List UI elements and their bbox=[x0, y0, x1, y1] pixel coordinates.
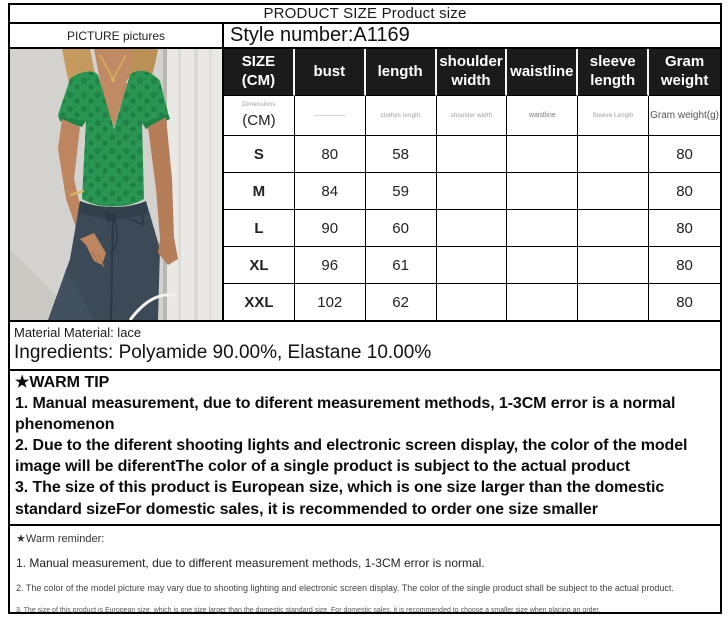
table-cell-waistline bbox=[507, 173, 578, 210]
table-row-size: M bbox=[224, 173, 295, 210]
table-row-size: L bbox=[224, 210, 295, 247]
table-cell-shoulder bbox=[437, 247, 508, 284]
table-cell-length: 61 bbox=[366, 247, 437, 284]
table-cell-shoulder bbox=[437, 210, 508, 247]
ingredients-label: Ingredients: Polyamide 90.00%, Elastane 10.00% bbox=[14, 342, 432, 364]
table-cell-bust: 80 bbox=[295, 136, 366, 173]
table-cell-shoulder bbox=[437, 136, 508, 173]
warm-reminder-item: 1. Manual measurement, due to different measurement methods, 1-3CM error is normal. bbox=[16, 555, 485, 570]
size-table-subheader bbox=[295, 96, 366, 136]
table-cell-sleeve bbox=[578, 247, 649, 284]
table-cell-weight: 80 bbox=[649, 173, 720, 210]
size-table-header: shoulder width bbox=[437, 49, 508, 96]
table-cell-waistline bbox=[507, 210, 578, 247]
subheader-label: Gram weight(g) bbox=[650, 110, 720, 121]
table-row-size: S bbox=[224, 136, 295, 173]
warm-reminder-section bbox=[10, 526, 720, 618]
warm-tip-section bbox=[10, 371, 720, 526]
table-cell-sleeve bbox=[578, 173, 649, 210]
size-table-header: length bbox=[366, 49, 437, 96]
style-number: Style number:A1169 bbox=[230, 24, 410, 46]
table-row-size: XL bbox=[224, 247, 295, 284]
warm-reminder-item: 3. The size of this product is European size, which is one size larger than the domestic standard size. For domestic sales, it is recommended to choose a smaller size when placing an order. bbox=[16, 606, 601, 614]
table-cell-sleeve bbox=[578, 210, 649, 247]
warm-tip-item: 3. The size of this product is European size, which is one size larger than the domestic standard sizeFor domestic sales, it is recommended to order one size smaller bbox=[15, 479, 665, 518]
table-cell-sleeve bbox=[578, 284, 649, 320]
size-table-header: Gram weight bbox=[649, 49, 720, 96]
table-cell-shoulder bbox=[437, 284, 508, 320]
warm-tip-item: 1. Manual measurement, due to diferent measurement methods, 1-3CM error is a normal phenomenon bbox=[15, 394, 676, 434]
subheader-label: ————— bbox=[314, 112, 346, 119]
size-table-subheader bbox=[437, 96, 508, 136]
size-table-subheader bbox=[507, 96, 578, 136]
warm-reminder-item: 2. The color of the model picture may vary due to shooting lighting and electronic screen display. The color of the single product shall be subject to the actual product. bbox=[16, 582, 674, 593]
warm-tip-item: 2. Due to the diferent shooting lights and electronic screen display, the color of the model image will be diferentThe color of a single product is subject to the actual product bbox=[15, 437, 688, 476]
header-row bbox=[10, 24, 720, 49]
size-table-subheader bbox=[578, 96, 649, 136]
table-cell-bust: 84 bbox=[295, 173, 366, 210]
subheader-label: Sleeve Length bbox=[592, 112, 634, 119]
product-photo-illustration bbox=[10, 49, 222, 320]
material-section bbox=[10, 322, 720, 371]
product-photo bbox=[10, 49, 224, 320]
document-frame bbox=[8, 3, 722, 614]
subheader-label: waistline bbox=[528, 112, 556, 119]
table-cell-shoulder bbox=[437, 173, 508, 210]
table-cell-weight: 80 bbox=[649, 210, 720, 247]
picture-column-header: PICTURE pictures bbox=[10, 24, 224, 47]
table-cell-waistline bbox=[507, 284, 578, 320]
table-cell-length: 58 bbox=[366, 136, 437, 173]
table-cell-bust: 96 bbox=[295, 247, 366, 284]
table-cell-waistline bbox=[507, 247, 578, 284]
size-table-subheader bbox=[366, 96, 437, 136]
table-cell-length: 62 bbox=[366, 284, 437, 320]
size-table-header: waistline bbox=[507, 49, 578, 96]
table-cell-waistline bbox=[507, 136, 578, 173]
table-row-size: XXL bbox=[224, 284, 295, 320]
size-table-header: SIZE (CM) bbox=[224, 49, 295, 96]
table-cell-bust: 90 bbox=[295, 210, 366, 247]
subheader-label: clothes length bbox=[380, 112, 421, 119]
subheader-dimensions: Dimensions bbox=[242, 102, 276, 108]
material-label: Material Material: lace bbox=[14, 325, 142, 340]
table-cell-weight: 80 bbox=[676, 293, 693, 311]
size-table-subheader bbox=[224, 96, 295, 136]
photo-and-table-row bbox=[10, 49, 720, 322]
table-cell-weight: 80 bbox=[649, 136, 720, 173]
subheader-cm: (CM) bbox=[242, 112, 276, 129]
table-cell-bust: 102 bbox=[295, 284, 366, 320]
size-table-header: bust bbox=[295, 49, 366, 96]
warm-tip-title: ★WARM TIP bbox=[15, 373, 110, 391]
table-cell-weight: 80 bbox=[649, 247, 720, 284]
size-table-subheader bbox=[649, 96, 720, 136]
page-title: PRODUCT SIZE Product size bbox=[10, 5, 720, 24]
table-cell-sleeve bbox=[578, 136, 649, 173]
warm-reminder-title: ★Warm reminder: bbox=[16, 532, 105, 545]
size-table bbox=[224, 49, 720, 320]
table-cell-length: 60 bbox=[366, 210, 437, 247]
subheader-label: shoulder width bbox=[450, 112, 493, 119]
size-table-header: sleeve length bbox=[578, 49, 649, 96]
table-cell-length: 59 bbox=[366, 173, 437, 210]
